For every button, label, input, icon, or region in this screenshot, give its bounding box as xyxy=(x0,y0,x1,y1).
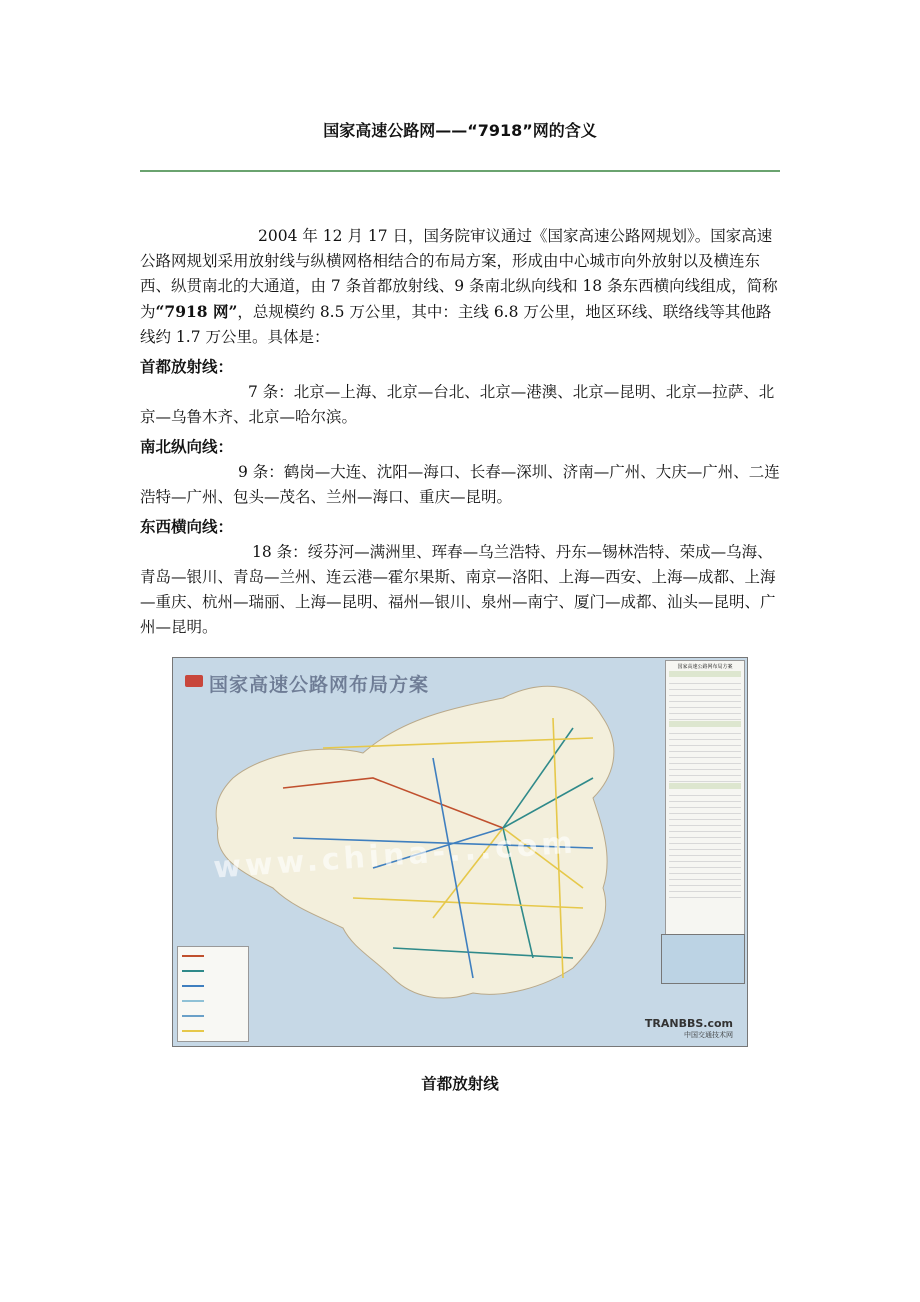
section-heading-ns: 南北纵向线： xyxy=(140,438,234,456)
intro-text-1: 2004 年 12 月 17 日，国务院审议通过《国家高速公路网规划》。国家高速公路网规划采用放射线与纵横网格相结合的布局方案，形成由中心城市向外放射以及横连东西、纵贯南北的大通道，由 7 条首都放射线、9 条南北纵向线和 18 条东西横向线组成，简称为 xyxy=(140,227,778,321)
section-heading-ew: 东西横向线： xyxy=(140,518,234,536)
south-china-sea-inset xyxy=(661,934,745,984)
intro-bold: “7918 网” xyxy=(155,302,238,321)
map-watermark: www.china-...com xyxy=(212,825,578,886)
highway-map-image xyxy=(172,657,748,1047)
map-brand xyxy=(645,1017,733,1040)
map-logo-icon xyxy=(185,675,203,687)
section-text-radial: 7 条：北京—上海、北京—台北、北京—港澳、北京—昆明、北京—拉萨、北京—乌鲁木齐、北京—哈尔滨。 xyxy=(140,383,775,426)
map-legend xyxy=(177,946,249,1042)
map-route-panel xyxy=(665,660,745,945)
map-title: 国家高速公路网布局方案 xyxy=(209,674,430,696)
title-divider xyxy=(140,170,780,172)
intro-paragraph xyxy=(140,224,780,350)
document-body xyxy=(140,224,780,640)
page-title: 国家高速公路网——“7918”网的含义 xyxy=(323,121,597,140)
section-text-ew: 18 条：绥芬河—满洲里、珲春—乌兰浩特、丹东—锡林浩特、荣成—乌海、青岛—银川、青岛—兰州、连云港—霍尔果斯、南京—洛阳、上海—西安、上海—成都、上海—重庆、杭州—瑞丽、上海—昆明、福州—银川、泉州—南宁、厦门—成都、汕头—昆明、广州—昆明。 xyxy=(140,543,776,636)
map-brand-sub: 中国交通技术网 xyxy=(684,1031,733,1039)
intro-text-2: ，总规模约 8.5 万公里，其中：主线 6.8 万公里，地区环线、联络线等其他路线约 1.7 万公里。具体是： xyxy=(140,303,772,346)
section-heading-radial: 首都放射线： xyxy=(140,358,234,376)
figure-caption: 首都放射线 xyxy=(421,1075,499,1093)
panel-title: 国家高速公路网布局方案 xyxy=(677,664,733,670)
section-text-ns: 9 条：鹤岗—大连、沈阳—海口、长春—深圳、济南—广州、大庆—广州、二连浩特—广州、包头—茂名、兰州—海口、重庆—昆明。 xyxy=(140,463,780,506)
map-brand-name: TRANBBS.com xyxy=(644,1017,733,1030)
